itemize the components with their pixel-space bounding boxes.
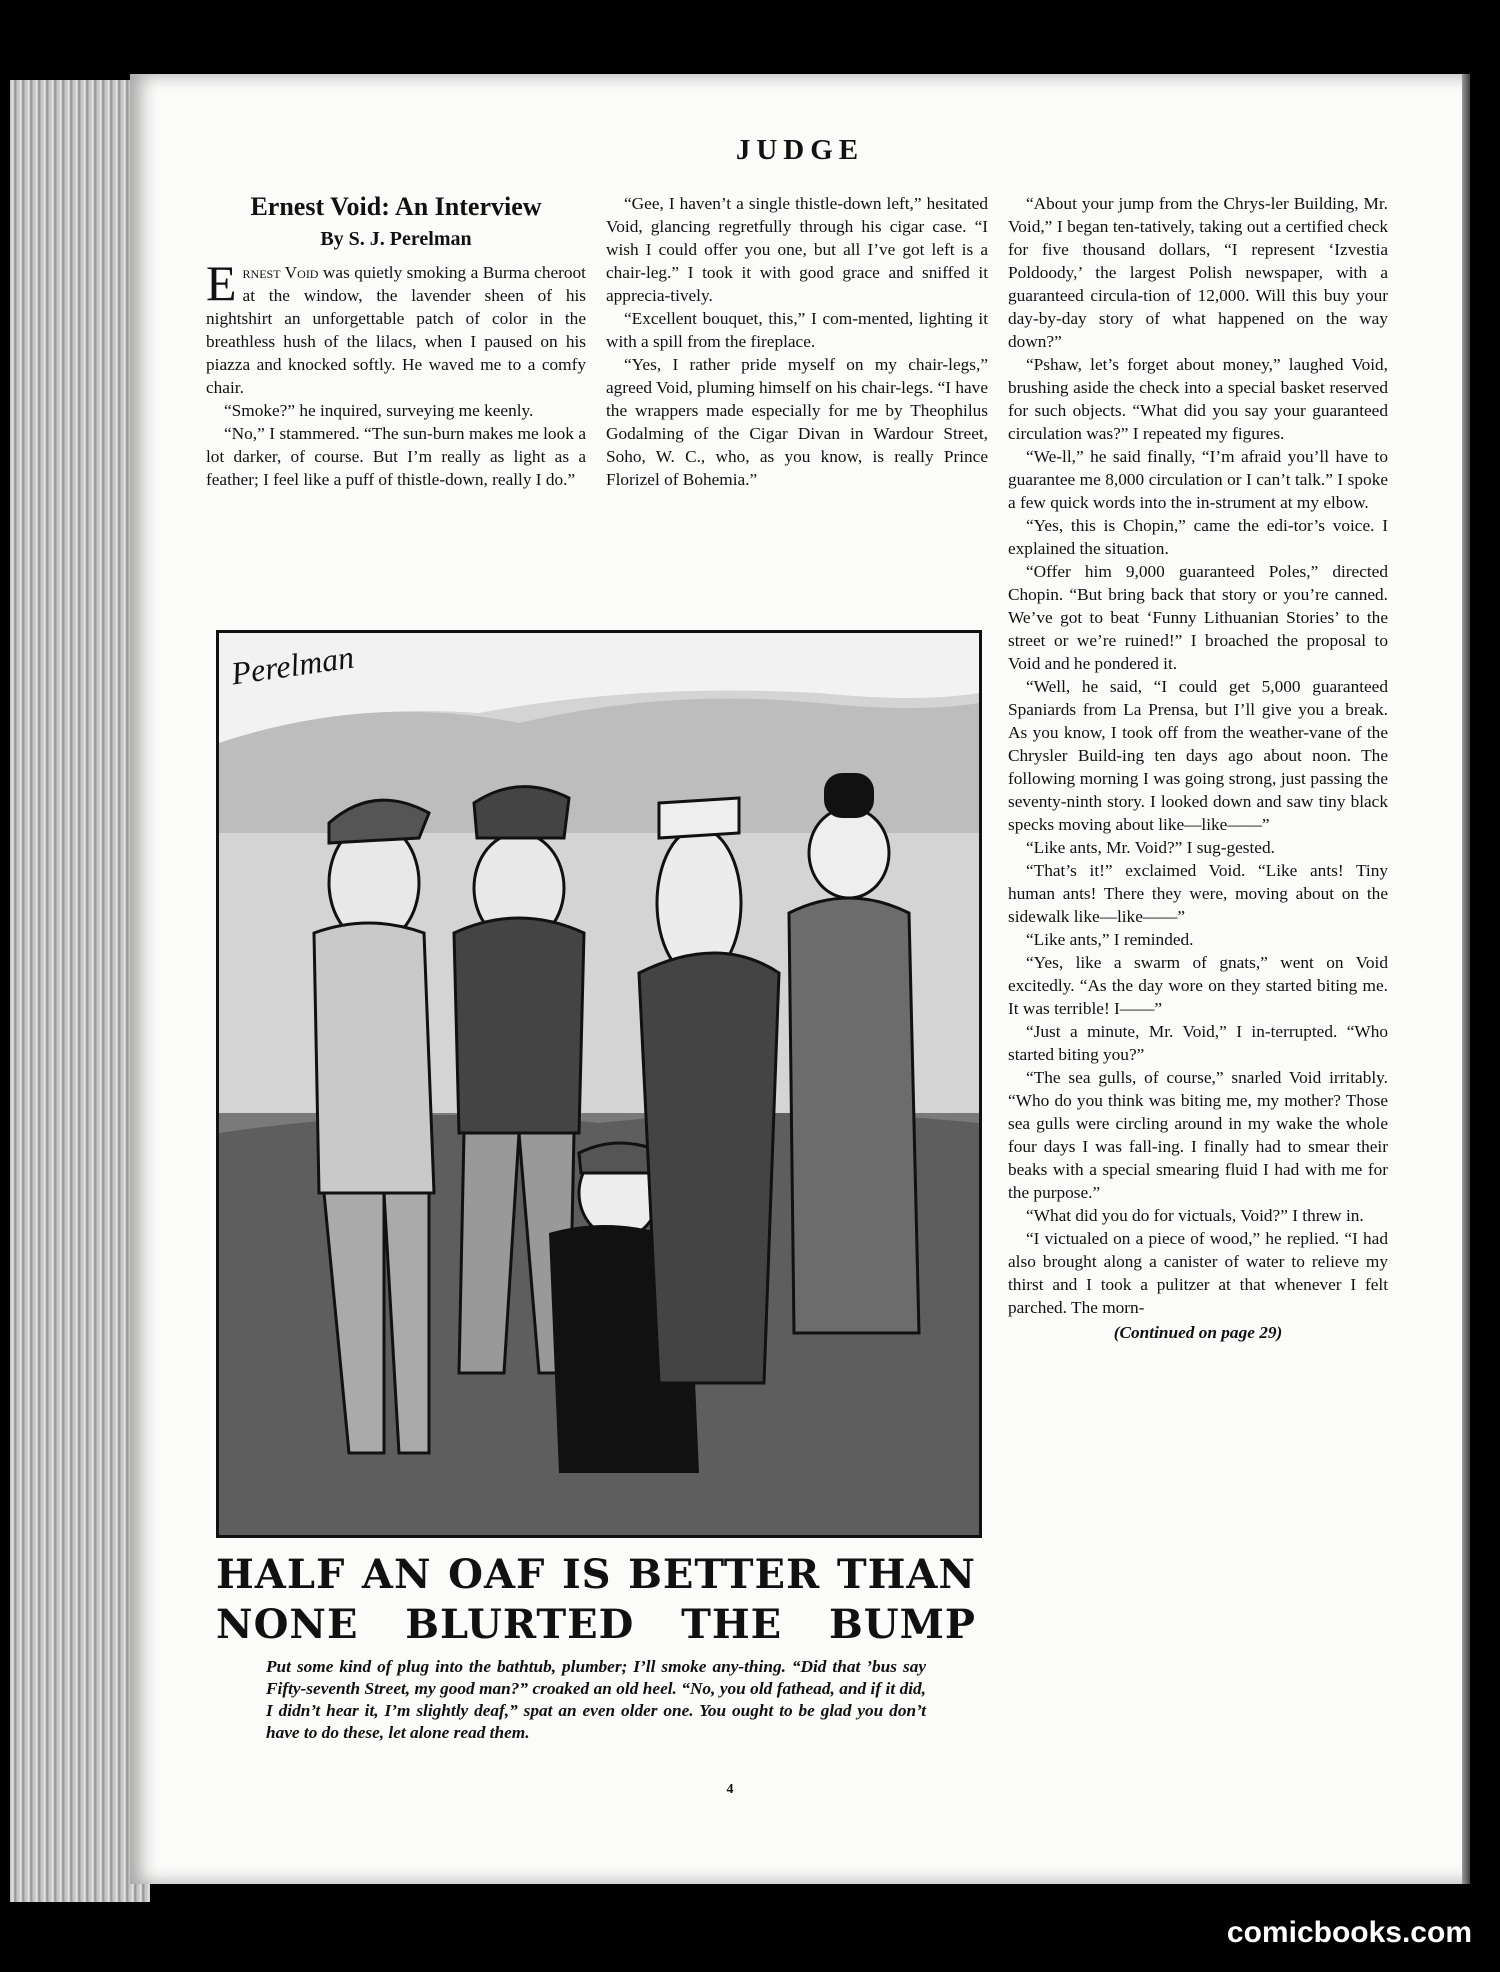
cartoon-headline: HALF AN OAF IS BETTER THAN NONE BLURTED THE BUMP [216, 1551, 976, 1648]
continued-note: (Continued on page 29) [1113, 1323, 1283, 1342]
cartoon-caption: Put some kind of plug into the bathtub, plumber; I’ll smoke any-thing. “Did that ’bus say Fifty-seventh Street, my good man?” croaked an old heel. “No, you old fathead, and if it did, I didn’t hear it, I’m slightly deaf,” spat an even older one. You ought to be glad you don’t have to do these, let alone read them. [266, 1657, 926, 1742]
paragraph: “Well, he said, “I could get 5,000 guaranteed Spaniards from La Prensa, but I’ll give you a break. As you know, I took off from the weather-vane of the Chrysler Build-ing ten days ago about noon. The following morning I was going strong, just passing the seventy-ninth story. I looked down and saw tiny black specks moving about like—like——” [1008, 677, 1388, 834]
paragraph: “About your jump from the Chrys-ler Building, Mr. Void,” I began ten-tatively, taking out a certified check for five thousand dollars, “I represent ‘Izvestia Poldoody,’ the largest Polish newspaper, with a guaranteed circula-tion of 12,000. Will this buy your day-by-day story of what happened on the way down?” [1008, 194, 1388, 351]
column-2 [606, 192, 988, 491]
paragraph: “Yes, I rather pride myself on my chair-legs,” agreed Void, pluming himself on his chair-legs. “I have the wrappers made especially for me by Theophilus Godalming of the Cigar Divan in Wardour Street, Soho, W. C., who, as you know, is really Prince Florizel of Bohemia.” [606, 355, 988, 489]
paragraph: “Yes, this is Chopin,” came the edi-tor’s voice. I explained the situation. [1008, 516, 1388, 558]
paragraph: “Yes, like a swarm of gnats,” went on Void excitedly. “As the day wore on they started biting me. It was terrible! I——” [1008, 953, 1388, 1018]
lead-text: was quietly smoking a Burma cheroot at the window, the lavender sheen of his nightshirt an unforgettable patch of color in the breathless hush of the lilacs, when I paused on his piazza and knocked softly. He waved me to a comfy chair. [206, 263, 586, 397]
drop-cap: E [206, 255, 237, 311]
paragraph: “Smoke?” he inquired, surveying me keenly. [224, 401, 534, 420]
byline: By S. J. Perelman [320, 228, 472, 250]
paragraph: “I victualed on a piece of wood,” he replied. “I had also brought along a canister of water to relieve my thirst and I took a pulitzer at that whenever I felt parched. The morn- [1008, 1229, 1388, 1317]
magazine-page [130, 74, 1470, 1884]
article-title: Ernest Void: An Interview [250, 192, 542, 221]
artist-signature: Perelman [229, 638, 357, 692]
paragraph: “Like ants,” I reminded. [1026, 930, 1194, 949]
paragraph: “Pshaw, let’s forget about money,” laughed Void, brushing aside the check into a special basket reserved for such objects. “What did you say your guaranteed circulation was?” I repeated my figures. [1008, 355, 1388, 443]
page-number: 4 [726, 1782, 734, 1797]
paragraph: “The sea gulls, of course,” snarled Void irritably. “Who do you think was biting me, my mother? Those sea gulls were circling around in my wake the whole four days I was fall-ing. I finally had to smear their beaks with a special smearing fluid I had with me for the purpose.” [1008, 1068, 1388, 1202]
masthead: JUDGE [735, 134, 865, 166]
paragraph: “Like ants, Mr. Void?” I sug-gested. [1026, 838, 1275, 857]
paragraph: “We-ll,” he said finally, “I’m afraid you’ll have to guarantee me 8,000 circulation or I can’t talk.” I spoke a few quick words into the in-strument at my elbow. [1008, 447, 1388, 512]
column-1 [206, 192, 586, 491]
paragraph: “Just a minute, Mr. Void,” I in-terrupted. “Who started biting you?” [1008, 1022, 1388, 1064]
paragraph: “Offer him 9,000 guaranteed Poles,” directed Chopin. “But bring back that story or you’re canned. We’ve got to beat ‘Funny Lithuanian Stories’ to the street or we’re ruined!” I broached the proposal to Void and he pondered it. [1008, 562, 1388, 673]
column-3 [1008, 192, 1388, 1344]
watermark-text: comicbooks.com [1226, 1916, 1472, 1949]
paragraph: “What did you do for victuals, Void?” I threw in. [1026, 1206, 1364, 1225]
lead-smallcaps: rnest Void [242, 263, 319, 282]
paragraph: “That’s it!” exclaimed Void. “Like ants! Tiny human ants! There they were, moving about on the sidewalk like—like——” [1008, 861, 1388, 926]
paragraph: “No,” I stammered. “The sun-burn makes me look a lot darker, of course. But I’m really as light as a feather; I feel like a puff of thistle-down, really I do.” [206, 424, 586, 489]
book-page-edges [10, 80, 150, 1902]
right-page-edge [1462, 74, 1470, 1884]
cartoon-drawing [219, 633, 979, 1535]
cartoon-illustration [216, 630, 982, 1538]
paragraph: “Gee, I haven’t a single thistle-down left,” hesitated Void, glancing regretfully through his cigar case. “I wish I could offer you one, but all I’ve got left is a chair-leg.” I took it with good grace and sniffed it apprecia-tively. [606, 194, 988, 305]
paragraph: “Excellent bouquet, this,” I com-mented, lighting it with a spill from the fireplace. [606, 309, 988, 351]
lead-paragraph [206, 255, 586, 399]
